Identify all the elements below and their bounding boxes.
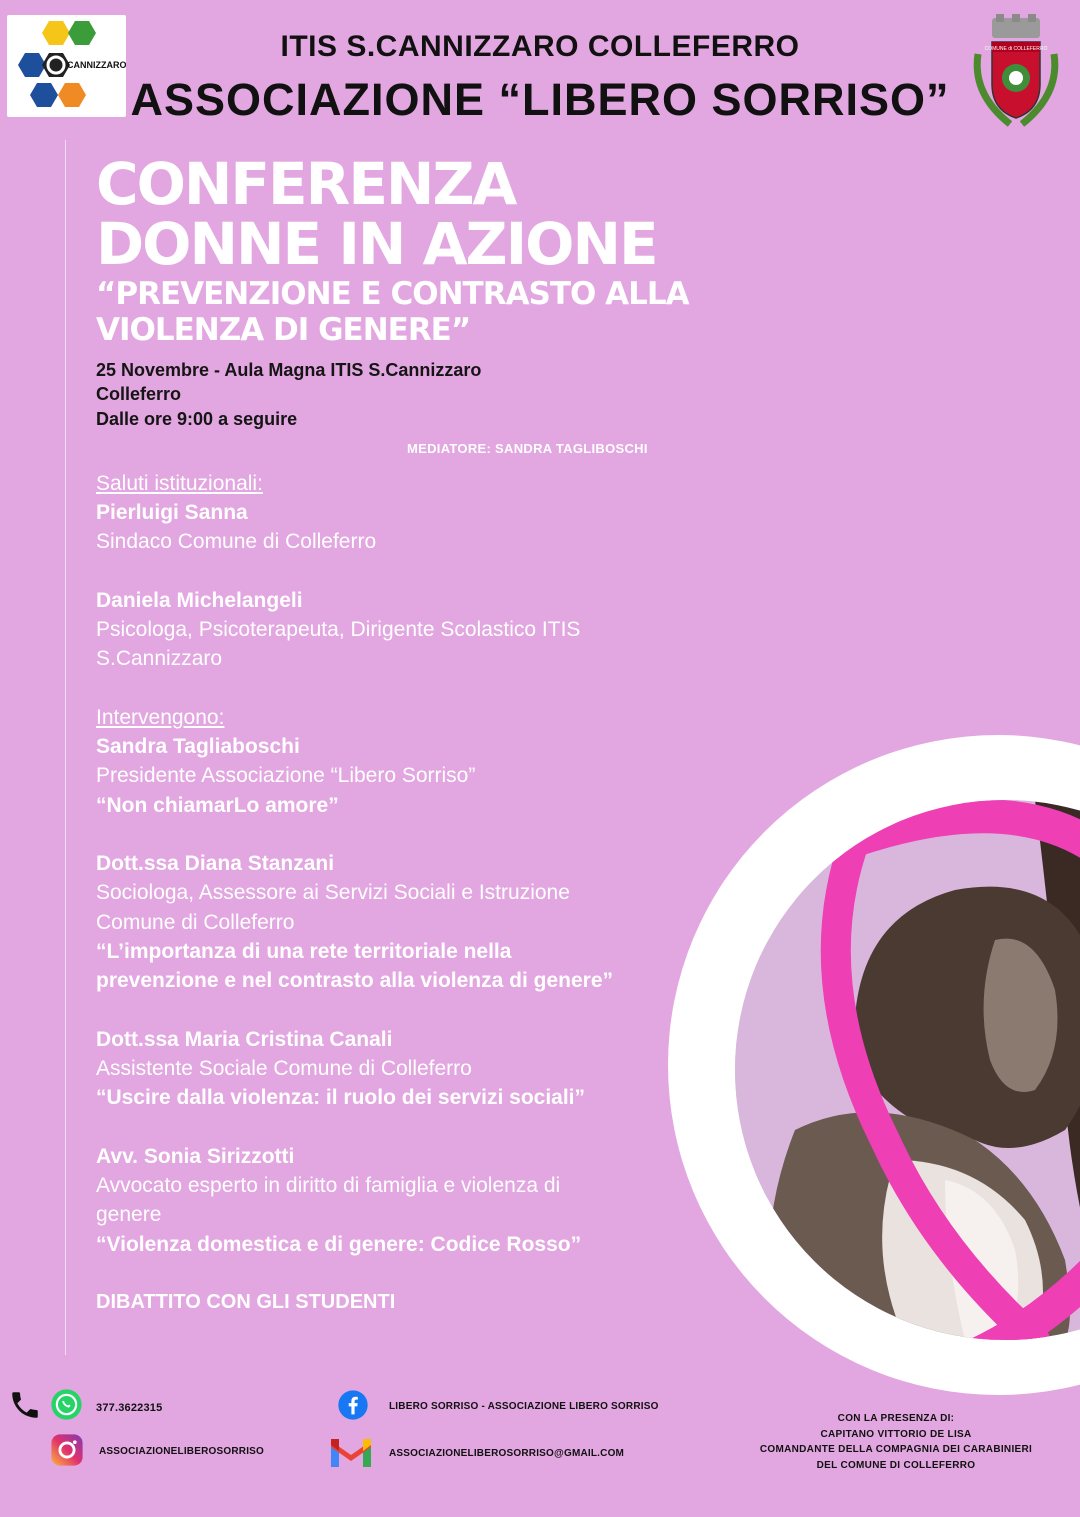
speaker-role: Sindaco Comune di Colleferro	[96, 530, 377, 553]
subtitle-line-1: “PREVENZIONE E CONTRASTO ALLA	[96, 276, 689, 312]
talk-title: “L’importanza di una rete territoriale nella	[96, 940, 512, 963]
speaker-role: Assistente Sociale Comune di Colleferro	[96, 1057, 472, 1080]
talk-title: “Non chiamarLo amore”	[96, 794, 339, 817]
speaker-role: Comune di Colleferro	[96, 911, 295, 934]
presence-place: DEL COMUNE DI COLLEFERRO	[816, 1459, 976, 1471]
school-logo	[7, 15, 126, 117]
presence-heading: CON LA PRESENZA DI:	[837, 1413, 955, 1424]
crest-text: COMUNE di COLLEFERRO	[984, 46, 1048, 52]
speaker-role: Avvocato esperto in diritto di famiglia e violenza di	[96, 1174, 561, 1197]
event-city: Colleferro	[96, 384, 182, 404]
whatsapp-icon[interactable]	[50, 1388, 83, 1421]
municipal-crest	[970, 14, 1062, 132]
speaker-name: Dott.ssa Diana Stanzani	[96, 852, 335, 875]
speakers-heading: Intervengono:	[96, 706, 225, 729]
speaker-role: S.Cannizzaro	[96, 647, 223, 670]
talk-title: “Uscire dalla violenza: il ruolo dei servizi sociali”	[96, 1086, 586, 1109]
instagram-icon[interactable]	[50, 1433, 84, 1467]
title-line-1: CONFERENZA	[96, 150, 516, 218]
speaker-name: Daniela Michelangeli	[96, 589, 303, 612]
facebook-page[interactable]: LIBERO SORRISO - ASSOCIAZIONE LIBERO SORRISO	[389, 1401, 659, 1412]
school-logo-text: CANNIZZARO	[67, 60, 126, 70]
speaker-role: Sociologa, Assessore ai Servizi Sociali e Istruzione	[96, 881, 570, 904]
closing-debate: DIBATTITO CON GLI STUDENTI	[96, 1291, 396, 1313]
speaker-role: Presidente Associazione “Libero Sorriso”	[96, 764, 476, 787]
speaker-name: Pierluigi Sanna	[96, 501, 248, 524]
instagram-handle[interactable]: ASSOCIAZIONELIBEROSORRISO	[99, 1446, 265, 1457]
speaker-name: Sandra Tagliaboschi	[96, 735, 300, 758]
vertical-guide-line	[65, 140, 66, 1355]
phone-icon	[8, 1388, 42, 1422]
phone-number[interactable]: 377.3622315	[96, 1402, 163, 1414]
subtitle-line-2: VIOLENZA DI GENERE”	[96, 312, 471, 348]
association-name: ASSOCIAZIONE “LIBERO SORRISO”	[130, 74, 950, 125]
speaker-role: Psicologa, Psicoterapeuta, Dirigente Scolastico ITIS	[96, 618, 581, 641]
school-name: ITIS S.CANNIZZARO COLLEFERRO	[280, 30, 800, 63]
speaker-role: genere	[96, 1203, 162, 1226]
presence-name: CAPITANO VITTORIO DE LISA	[820, 1428, 972, 1440]
event-time: Dalle ore 9:00 a seguire	[96, 409, 298, 429]
mediator: MEDIATORE: SANDRA TAGLIBOSCHI	[407, 441, 648, 456]
presence-role: COMANDANTE DELLA COMPAGNIA DEI CARABINIERI	[759, 1444, 1033, 1455]
gmail-icon[interactable]	[331, 1437, 371, 1467]
crest-icon	[970, 14, 1062, 132]
title-line-2: DONNE IN AZIONE	[96, 210, 657, 278]
speaker-name: Dott.ssa Maria Cristina Canali	[96, 1028, 393, 1051]
facebook-icon[interactable]	[337, 1389, 369, 1421]
talk-title: prevenzione e nel contrasto alla violenza di genere”	[96, 969, 613, 992]
speaker-name: Avv. Sonia Sirizzotti	[96, 1145, 295, 1168]
greetings-heading: Saluti istituzionali:	[96, 472, 263, 495]
school-logo-icon	[7, 15, 126, 117]
email-address[interactable]: ASSOCIAZIONELIBEROSORRISO@GMAIL.COM	[389, 1448, 625, 1459]
event-date-place: 25 Novembre - Aula Magna ITIS S.Cannizzaro	[96, 360, 482, 380]
talk-title: “Violenza domestica e di genere: Codice Rosso”	[96, 1233, 582, 1256]
presence-note	[740, 1411, 1052, 1473]
